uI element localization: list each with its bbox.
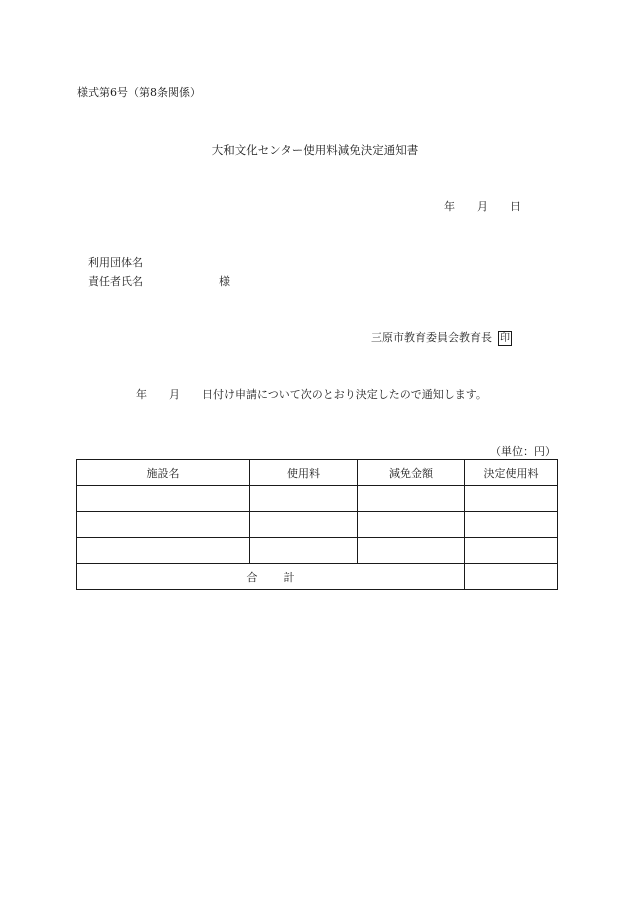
table-row [77,486,558,512]
issuer-name: 三原市教育委員会教育長 [371,331,492,344]
cell-reduction [358,486,465,512]
total-label-2: 計 [283,570,295,584]
table-header-row [77,460,558,486]
document-title: 大和文化センター使用料減免決定通知書 [211,143,419,157]
body-year: 年 [136,388,147,401]
body-text [136,386,487,402]
total-label-1: 合 [246,570,258,584]
body-sentence: 日付け申請について次のとおり決定したので通知します。 [202,388,487,401]
cell-fee [250,538,358,564]
body-month: 月 [169,388,180,401]
header-facility: 施設名 [77,460,250,486]
total-value [465,564,558,590]
header-reduction: 減免金額 [358,460,465,486]
date-month: 月 [477,200,488,213]
cell-final-fee [465,538,558,564]
table-row [77,538,558,564]
cell-facility [77,486,250,512]
cell-final-fee [465,486,558,512]
date-day: 日 [510,200,521,213]
unit-note: （単位：円） [490,445,556,458]
header-final-fee: 決定使用料 [465,460,558,486]
header-fee: 使用料 [250,460,358,486]
total-label [77,564,465,590]
honorific-suffix: 様 [219,275,230,288]
issuer-line [371,329,512,346]
table-row [77,512,558,538]
cell-facility [77,538,250,564]
date-line [444,198,521,214]
organization-label: 利用団体名 [88,256,143,269]
total-row [77,564,558,590]
cell-facility [77,512,250,538]
cell-fee [250,512,358,538]
date-year: 年 [444,200,455,213]
cell-reduction [358,538,465,564]
cell-reduction [358,512,465,538]
fee-table [76,459,558,590]
cell-final-fee [465,512,558,538]
seal-mark: 印 [500,332,510,344]
responsible-person-label: 責任者氏名 [88,275,143,288]
cell-fee [250,486,358,512]
form-number: 様式第6号（第8条関係） [77,86,201,99]
